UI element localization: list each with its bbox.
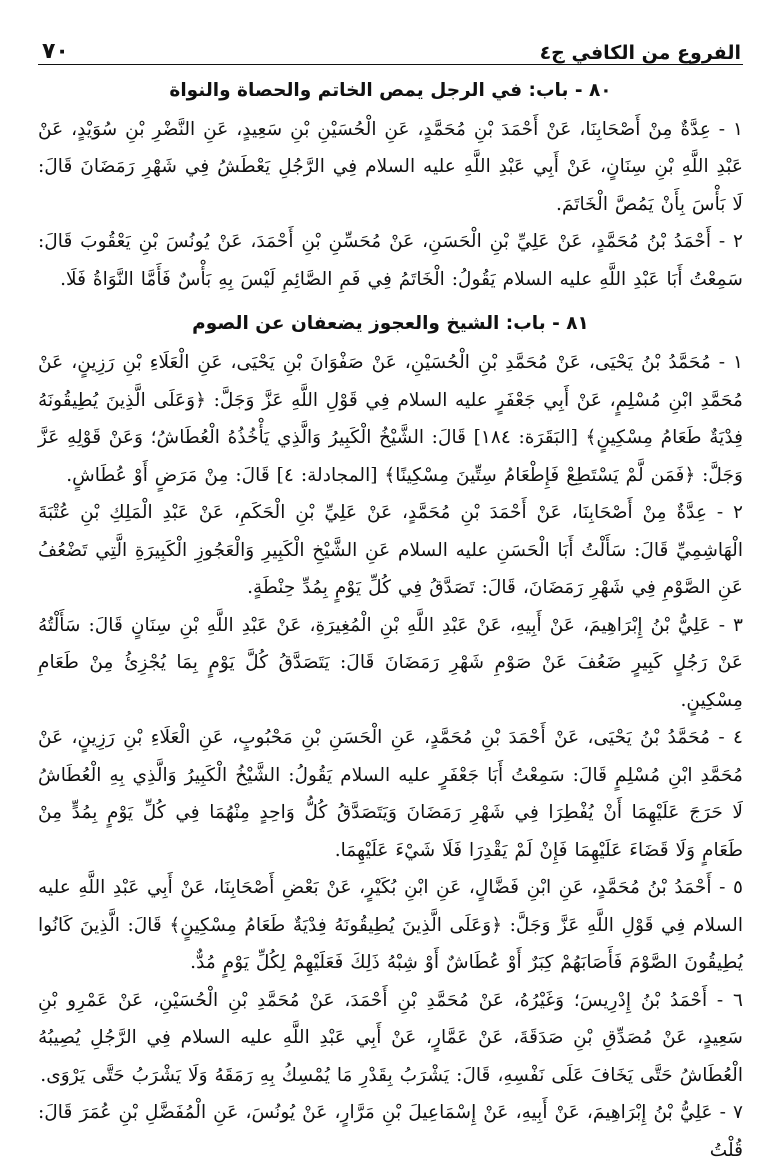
hadith-81-2: ٢ - عِدَّةٌ مِنْ أَصْحَابِنَا، عَنْ أَحْمَدَ بْنِ مُحَمَّدٍ، عَنْ عَلِيِّ بْنِ الْحَكَمِ، عَنْ عَبْدِ الْمَلِكِ بْنِ عُتْبَةَ الْهَاشِمِيِّ قَالَ: سَأَلْتُ أَبَا الْحَسَنِ عليه السلام عَنِ الشَّيْخِ الْكَبِيرِ وَالْعَجُوزِ الْكَبِيرَةِ الَّتِي تَضْعُفُ عَنِ الصَّوْمِ فِي شَهْرِ رَمَضَانَ، قَالَ: تَصَدَّقُ فِي كُلِّ يَوْمٍ بِمُدِّ حِنْطَةٍ.	[38, 502, 743, 598]
hadith-80-1: ١ - عِدَّةٌ مِنْ أَصْحَابِنَا، عَنْ أَحْمَدَ بْنِ مُحَمَّدٍ، عَنِ الْحُسَيْنِ بْنِ سَعِيدٍ، عَنِ النَّضْرِ بْنِ سُوَيْدٍ، عَنْ عَبْدِ اللَّهِ بْنِ سِنَانٍ، عَنْ أَبِي عَبْدِ اللَّهِ عليه السلام فِي الرَّجُلِ يَعْطَشُ فِي شَهْرِ رَمَضَانَ قَالَ: لَا بَأْسَ بِأَنْ يَمُصَّ الْخَاتَمَ.	[38, 118, 743, 215]
hadith-81-4: ٤ - مُحَمَّدُ بْنُ يَحْيَى، عَنْ أَحْمَدَ بْنِ مُحَمَّدٍ، عَنِ الْحَسَنِ بْنِ مَحْبُوبٍ، عَنِ الْعَلَاءِ بْنِ رَزِينٍ، عَنْ مُحَمَّدِ ابْنِ مُسْلِمٍ قَالَ: سَمِعْتُ أَبَا جَعْفَرٍ عليه السلام يَقُولُ: الشَّيْخُ الْكَبِيرُ وَالَّذِي بِهِ الْعُطَاشُ لَا حَرَجَ عَلَيْهِمَا أَنْ يُفْطِرَا فِي شَهْرِ رَمَضَانَ وَيَتَصَدَّقُ كُلُّ وَاحِدٍ مِنْهُمَا فِي كُلِّ يَوْمٍ بِمُدٍّ مِنْ طَعَامٍ وَلَا قَضَاءَ عَلَيْهِمَا فَإِنْ لَمْ يَقْدِرَا فَلَا شَيْءَ عَلَيْهِمَا.	[38, 727, 743, 861]
hadith-81-7: ٧ - عَلِيُّ بْنُ إِبْرَاهِيمَ، عَنْ أَبِيهِ، عَنْ إِسْمَاعِيلَ بْنِ مَرَّارٍ، عَنْ يُونُسَ، عَنِ الْمُفَضَّلِ بْنِ عُمَرَ قَالَ: قُلْتُ	[38, 1102, 743, 1161]
chapter-81-title: ٨١ - باب: الشيخ والعجوز يضعفان عن الصوم	[192, 313, 589, 335]
hadith-81-5: ٥ - أَحْمَدُ بْنُ مُحَمَّدٍ، عَنِ ابْنِ فَضَّالٍ، عَنِ ابْنِ بُكَيْرٍ، عَنْ بَعْضِ أَصْحَابِنَا، عَنْ أَبِي عَبْدِ اللَّهِ عليه السلام فِي قَوْلِ اللَّهِ عَزَّ وَجَلَّ: ﴿وَعَلَى الَّذِينَ يُطِيقُونَهُ فِدْيَةٌ طَعَامُ مِسْكِينٍ﴾ قَالَ: الَّذِينَ كَانُوا يُطِيقُونَ الصَّوْمَ فَأَصَابَهُمْ كِبَرٌ أَوْ عُطَاشٌ أَوْ شِبْهُ ذَلِكَ فَعَلَيْهِمْ لِكُلِّ يَوْمٍ مُدٌّ.	[38, 877, 743, 973]
hadith-81-6: ٦ - أَحْمَدُ بْنُ إِدْرِيسَ؛ وَغَيْرُهُ، عَنْ مُحَمَّدِ بْنِ أَحْمَدَ، عَنْ مُحَمَّدِ بْنِ الْحُسَيْنِ، عَنْ عَمْرِو بْنِ سَعِيدٍ، عَنْ مُصَدِّقِ بْنِ صَدَقَةَ، عَنْ عَمَّارٍ، عَنْ أَبِي عَبْدِ اللَّهِ عليه السلام فِي الرَّجُلِ يُصِيبُهُ الْعُطَاشُ حَتَّى يَخَافَ عَلَى نَفْسِهِ، قَالَ: يَشْرَبُ بِقَدْرِ مَا يُمْسِكُ بِهِ رَمَقَهُ وَلَا يَشْرَبُ حَتَّى يَرْوَى.	[38, 989, 743, 1086]
page-number: ٧٠	[42, 39, 69, 64]
hadith-81-3: ٣ - عَلِيُّ بْنُ إِبْرَاهِيمَ، عَنْ أَبِيهِ، عَنْ عَبْدِ اللَّهِ بْنِ الْمُغِيرَةِ، عَنْ عَبْدِ اللَّهِ بْنِ سِنَانٍ قَالَ: سَأَلْتُهُ عَنْ رَجُلٍ كَبِيرٍ ضَعُفَ عَنْ صَوْمِ شَهْرِ رَمَضَانَ قَالَ: يَتَصَدَّقُ كُلَّ يَوْمٍ بِمَا يُجْزِئُ مِنْ طَعَامِ مِسْكِينٍ.	[38, 614, 743, 711]
hadith-81-1: ١ - مُحَمَّدُ بْنُ يَحْيَى، عَنْ مُحَمَّدِ بْنِ الْحُسَيْنِ، عَنْ صَفْوَانَ بْنِ يَحْيَى، عَنِ الْعَلَاءِ بْنِ رَزِينٍ، عَنْ مُحَمَّدِ ابْنِ مُسْلِمٍ، عَنْ أَبِي جَعْفَرٍ عليه السلام فِي قَوْلِ اللَّهِ عَزَّ وَجَلَّ: ﴿وَعَلَى الَّذِينَ يُطِيقُونَهُ فِدْيَةٌ طَعَامُ مِسْكِينٍ﴾ [البَقَرَة: ١٨٤] قَالَ: الشَّيْخُ الْكَبِيرُ وَالَّذِي يَأْخُذُهُ الْعُطَاشُ؛ وَعَنْ قَوْلِهِ عَزَّ وَجَلَّ: ﴿فَمَن لَّمْ يَسْتَطِعْ فَإِطْعَامُ سِتِّينَ مِسْكِينًا﴾ [المجادلة: ٤] قَالَ: مِنْ مَرَضٍ أَوْ عُطَاشٍ.	[38, 352, 743, 486]
chapter-80-title: ٨٠ - باب: في الرجل يمص الخاتم والحصاة والنواة	[169, 80, 612, 101]
hadith-80-2: ٢ - أَحْمَدُ بْنُ مُحَمَّدٍ، عَنْ عَلِيِّ بْنِ الْحَسَنِ، عَنْ مُحَسِّنِ بْنِ أَحْمَدَ، عَنْ يُونُسَ بْنِ يَعْقُوبَ قَالَ: سَمِعْتُ أَبَا عَبْدِ اللَّهِ عليه السلام يَقُولُ: الْخَاتَمُ فِي فَمِ الصَّائِمِ لَيْسَ بِهِ بَأْسٌ فَأَمَّا النَّوَاةُ فَلَا.	[38, 231, 743, 290]
running-header	[38, 28, 743, 65]
book-title: الفروع من الكافي ج٤	[539, 42, 741, 64]
